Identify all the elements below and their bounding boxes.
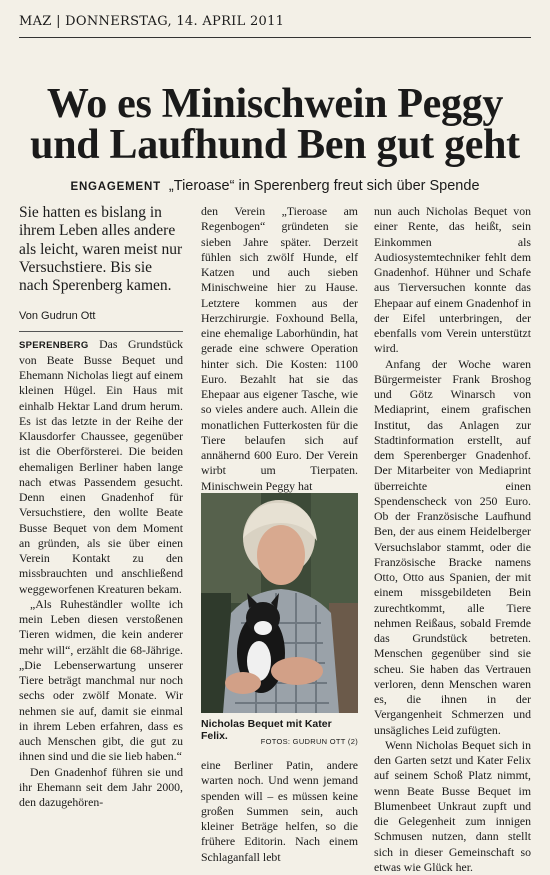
subheadline	[0, 178, 550, 194]
body-paragraph: Wenn Nicholas Bequet sich in den Garten setzt und Kater Felix auf seinem Schoß Platz nimmt, wenn Beate Busse Bequet im Blumenbeet Unkraut zupft und die Gelegenheit zum innigen Schmusen nutzen, dann stellt sich in dieser Gemeinschaft so etwas wie Glück her.	[374, 737, 531, 874]
photo-caption: Nicholas Bequet mit Kater Felix.	[201, 718, 332, 742]
photo-man-with-cat	[201, 493, 358, 713]
column-2	[201, 204, 358, 494]
column-2-bottom	[201, 758, 358, 865]
body-paragraph: Anfang der Woche waren Bürgermeister Frank Broshog und Götz Winarsch von Mediaprint, einem grafischen Institut, das Anlagen zur Stadtinformation erstellt, auf dem Sperenberger Gnadenhof. Der Mitarbeiter von Mediaprint überreichte einen Spendenscheck von 250 Euro. Ob der Französische Laufhund Ben, der aus einem Heidelberger Versuchslabor stammt, oder die Französische Bracke namens Otto, Otto aus Spanien, der mit einem missgebildeten Bein zurechtkommt, alle Tiere nehmen Reißaus, sobald Fremde das Grundstück betreten. Menschen gegenüber sind sie scheu. Sie haben das Vertrauen verloren, denn Menschen waren es, die ihnen in der Vergangenheit Schmerzen und unsägliches Leid zufügten.	[374, 356, 531, 737]
column-1	[19, 204, 183, 810]
body-paragraph	[19, 337, 183, 597]
headline-line-2: und Laufhund Ben gut geht	[30, 122, 520, 168]
headline	[0, 81, 550, 168]
article-photo	[201, 493, 358, 713]
subheadline-text: „Tieroase“ in Sperenberg freut sich über Spende	[168, 178, 480, 194]
dateline: SPERENBERG	[19, 339, 89, 351]
newspaper-header: MAZ | DONNERSTAG, 14. APRIL 2011	[19, 14, 285, 29]
header-rule	[19, 37, 531, 38]
body-text: Das Grundstück von Beate Busse Bequet und Ehemann Nicholas liegt auf einem kleinen Hügel. Ein Haus mit einhalb Hektar Land drum herum. Es ist das letzte in der Reihe der Klausdorfer Chaussee, gegenüber ist die Oberförsterei. Die beiden ehemaligen Berliner haben lange nach etwas Passendem gesucht. Denn einen Gnadenhof für Versuchstiere, den wollte Beate Busse Bequet von dem Moment an gründen, als sie über einen Verein Kontakt zu den missbrauchten und anschließend weggeworfenen Kreaturen bekam.	[19, 336, 183, 596]
column-3	[374, 204, 531, 875]
body-paragraph: eine Berliner Patin, andere warten noch. Und wenn jemand spenden will – es müssen keine großen Summen sein, auch kleiner Beträge helfen, so die frühere Editorin. Nach einem Schlaganfall lebt	[201, 758, 358, 864]
body-paragraph: „Als Ruheständler wollte ich mein Leben diesen verstoßenen Tieren widmen, die kein anderer mehr will“, erzählt die 68-Jährige. „Die Lebenserwartung unserer Tiere beträgt manchmal nur noch sechs oder zwölf Monate. Wir nehmen sie auf, damit sie einmal in ihrem Leben erfahren, dass es auch Menschen gibt, die gut zu ihnen sind und die sie lieb haben.“	[19, 596, 183, 764]
body-paragraph: Den Gnadenhof führen sie und ihr Ehemann seit dem Jahr 2000, den dazugehören-	[19, 764, 183, 810]
body-paragraph: nun auch Nicholas Bequet von einer Rente, das heißt, sein Einkommen als Audiosystemtechniker fehlt dem Gnadenhof. Hühner und Schafe aus Tierversuchen konnte das Ehepaar auf einem Gnadenhof in der Eifel unterbringen, der ebenfalls vom Verein unterstützt wird.	[374, 204, 531, 356]
byline: Von Gudrun Ott	[19, 309, 183, 331]
headline-line-1: Wo es Minischwein Peggy	[46, 81, 504, 127]
section-tag: ENGAGEMENT	[70, 181, 161, 193]
lead-paragraph: Sie hatten es bislang in ihrem Leben alles andere als leicht, waren meist nur Versuchstiere. Bis sie nach Sperenberg kamen.	[19, 204, 183, 295]
body-paragraph: den Verein „Tieroase am Regenbogen“ gründeten sie sieben Jahre später. Derzeit fühlen sich zwölf Hunde, elf Katzen und auch sieben Minischweine hier zu Hause. Letztere kommen aus der Herzchirurgie. Foxhound Bella, eine ehemalige Laborhündin, hat gerade eine schwere Operation hinter sich. Die Kosten: 1100 Euro. Bezahlt hat sie das Ehepaar aus eigener Tasche, wie so vieles andere auch. Allein die monatlichen Futterkosten für die Tiere belaufen sich auf annähernd 600 Euro. Der Verein wirbt um Tierpaten. Minischwein Peggy hat	[201, 204, 358, 493]
photo-credit: FOTOS: GUDRUN OTT (2)	[260, 737, 358, 746]
